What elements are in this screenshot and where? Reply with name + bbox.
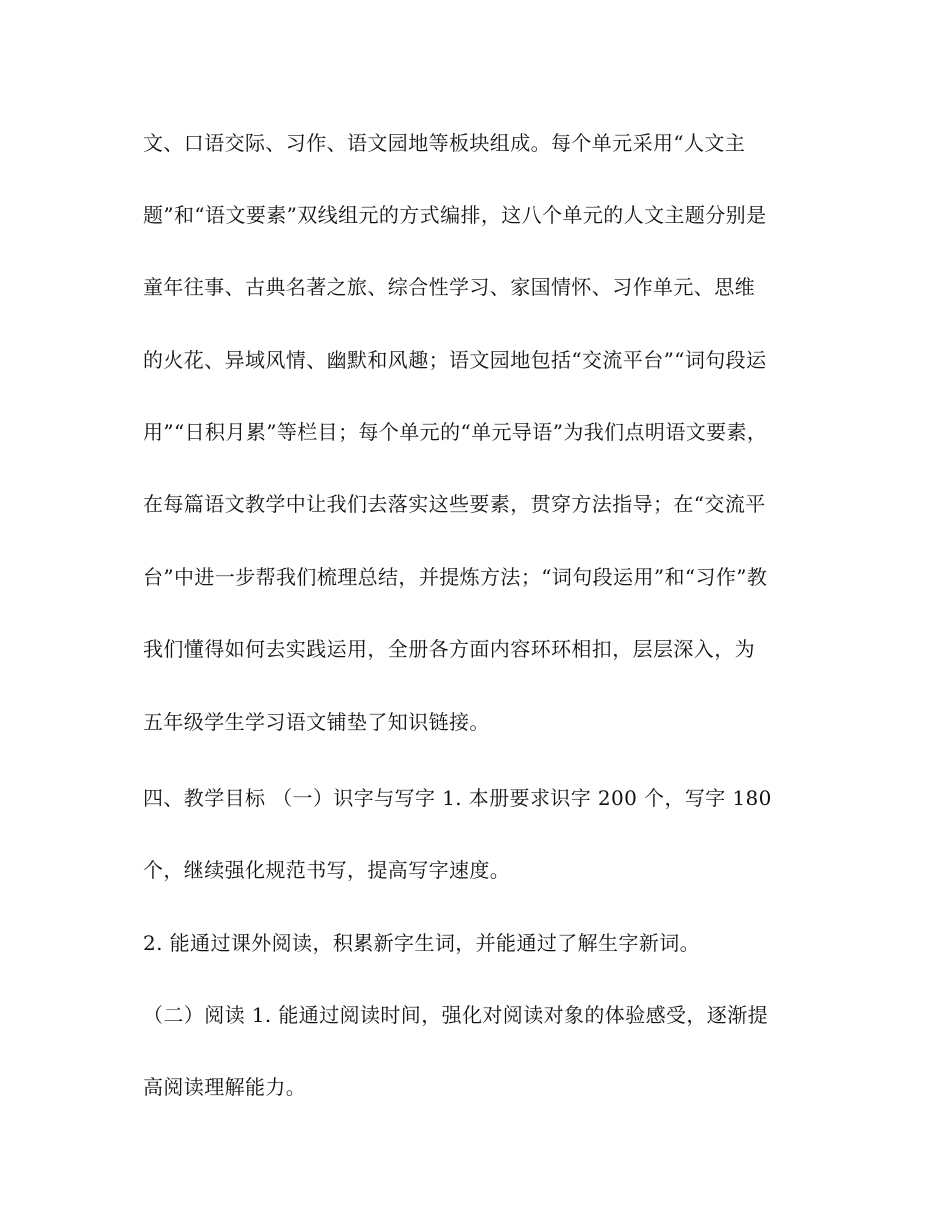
text-line: 题”和“语文要素”双线组元的方式编排，这八个单元的人文主题分别是 (143, 203, 767, 227)
text-line: 用”“日积月累”等栏目；每个单元的“单元导语”为我们点明语文要素， (143, 420, 768, 444)
text-line: 我们懂得如何去实践运用，全册各方面内容环环相扣，层层深入，为 (143, 637, 755, 661)
text-line: 在每篇语文教学中让我们去落实这些要素，贯穿方法指导；在“交流平 (143, 492, 766, 516)
subsection-line: （二）阅读 1. 能通过阅读时间，强化对阅读对象的体验感受，逐渐提 (143, 1003, 768, 1027)
text-line: 台”中进一步帮我们梳理总结，并提炼方法；“词句段运用”和“习作”教 (143, 565, 768, 589)
section-heading-line: 四、教学目标 （一）识字与写字 1. 本册要求识字 200 个，写字 180 (143, 786, 772, 810)
text-line: 童年往事、古典名著之旅、综合性学习、家国情怀、习作单元、思维 (143, 275, 755, 299)
text-line: 2. 能通过课外阅读，积累新字生词，并能通过了解生字新词。 (143, 931, 701, 955)
text-line: 的火花、异域风情、幽默和风趣；语文园地包括“交流平台”“词句段运 (143, 348, 767, 372)
text-line: 文、口语交际、习作、语文园地等板块组成。每个单元采用“人文主 (143, 131, 746, 155)
text-line: 五年级学生学习语文铺垫了知识链接。 (143, 710, 490, 734)
text-line: 高阅读理解能力。 (143, 1075, 307, 1099)
text-line: 个，继续强化规范书写，提高写字速度。 (143, 858, 511, 882)
